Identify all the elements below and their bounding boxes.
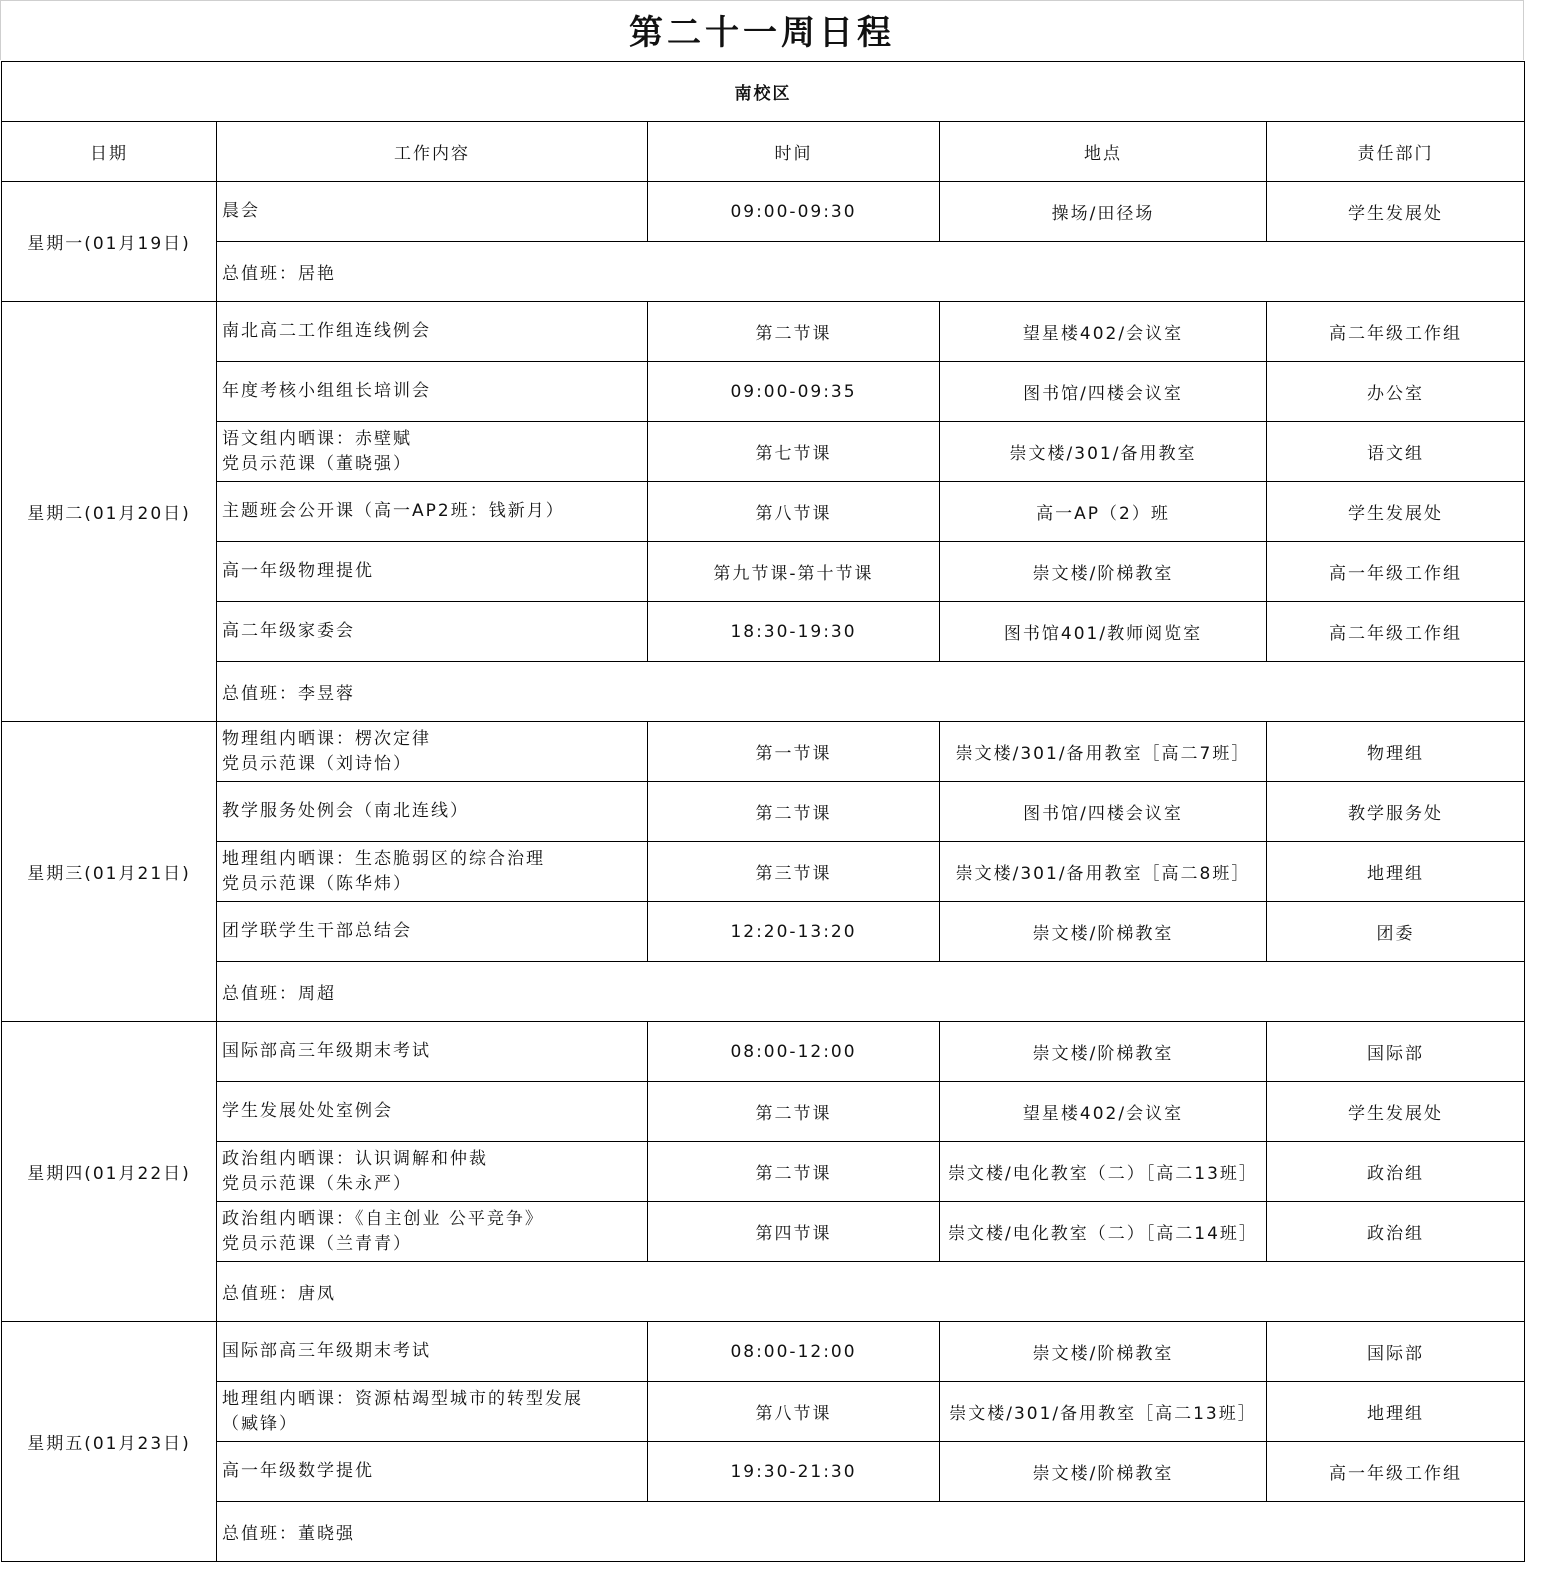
time-cell: 第二节课 [648,302,940,362]
time-cell: 第二节课 [648,1082,940,1142]
content-cell [217,782,648,842]
dept-cell: 学生发展处 [1267,482,1525,542]
date-cell: 星期五(01月23日) [2,1322,217,1562]
time-cell: 09:00-09:30 [648,182,940,242]
date-cell: 星期二(01月20日) [2,302,217,722]
time-cell: 第四节课 [648,1202,940,1262]
header-dept: 责任部门 [1267,122,1525,182]
place-cell: 崇文楼/301/备用教室［高二8班］ [940,842,1267,902]
duty-officer: 总值班：李昱蓉 [217,662,1525,722]
table-row [2,1382,1525,1442]
content-cell [217,1082,648,1142]
content-line: 政治组内晒课：认识调解和仲裁 [222,1148,488,1169]
content-line: （臧锋） [222,1413,298,1434]
schedule-body [2,62,1525,1562]
table-row [2,1142,1525,1202]
content-line: 教学服务处例会（南北连线） [222,801,469,821]
duty-officer: 总值班：董晓强 [217,1502,1525,1562]
content-line: 地理组内晒课：生态脆弱区的综合治理 [222,848,545,869]
date-cell: 星期一(01月19日) [2,182,217,302]
place-cell: 图书馆401/教师阅览室 [940,602,1267,662]
time-cell: 第七节课 [648,422,940,482]
place-cell: 崇文楼/301/备用教室 [940,422,1267,482]
page-title: 第二十一周日程 [0,0,1524,60]
place-cell: 崇文楼/阶梯教室 [940,1022,1267,1082]
content-line: 晨会 [222,201,260,221]
dept-cell: 政治组 [1267,1142,1525,1202]
time-cell: 第一节课 [648,722,940,782]
time-cell: 第九节课-第十节课 [648,542,940,602]
time-cell: 第八节课 [648,482,940,542]
place-cell: 崇文楼/301/备用教室［高二7班］ [940,722,1267,782]
content-cell [217,302,648,362]
content-cell [217,1382,648,1442]
table-row [2,1022,1525,1082]
content-line: 主题班会公开课（高一AP2班：钱新月） [222,501,565,521]
dept-cell: 办公室 [1267,362,1525,422]
content-cell [217,542,648,602]
time-cell: 09:00-09:35 [648,362,940,422]
content-cell [217,182,648,242]
table-row [2,842,1525,902]
dept-cell: 团委 [1267,902,1525,962]
content-cell [217,1442,648,1502]
duty-row [2,1502,1525,1562]
content-cell [217,422,648,482]
place-cell: 高一AP（2）班 [940,482,1267,542]
content-line: 学生发展处处室例会 [222,1101,393,1121]
table-row [2,902,1525,962]
dept-cell: 语文组 [1267,422,1525,482]
time-cell: 第三节课 [648,842,940,902]
content-line: 地理组内晒课：资源枯竭型城市的转型发展 [222,1388,583,1409]
content-line: 团学联学生干部总结会 [222,921,412,941]
date-cell: 星期四(01月22日) [2,1022,217,1322]
time-cell: 第八节课 [648,1382,940,1442]
place-cell: 崇文楼/电化教室（二）［高二13班］ [940,1142,1267,1202]
content-line: 国际部高三年级期末考试 [222,1341,431,1361]
content-line: 高二年级家委会 [222,621,355,641]
table-row [2,422,1525,482]
place-cell: 图书馆/四楼会议室 [940,782,1267,842]
content-line: 南北高二工作组连线例会 [222,321,431,341]
content-cell [217,722,648,782]
header-place: 地点 [940,122,1267,182]
time-cell: 12:20-13:20 [648,902,940,962]
place-cell: 操场/田径场 [940,182,1267,242]
table-row [2,1082,1525,1142]
dept-cell: 国际部 [1267,1322,1525,1382]
duty-row [2,662,1525,722]
dept-cell: 教学服务处 [1267,782,1525,842]
table-row [2,1202,1525,1262]
duty-row [2,242,1525,302]
content-cell [217,1022,648,1082]
table-row [2,722,1525,782]
table-row [2,782,1525,842]
content-line: 党员示范课（董晓强） [222,453,412,474]
place-cell: 崇文楼/阶梯教室 [940,1322,1267,1382]
dept-cell: 高二年级工作组 [1267,302,1525,362]
table-row [2,1442,1525,1502]
content-cell [217,842,648,902]
dept-cell: 学生发展处 [1267,1082,1525,1142]
dept-cell: 地理组 [1267,1382,1525,1442]
dept-cell: 国际部 [1267,1022,1525,1082]
place-cell: 望星楼402/会议室 [940,1082,1267,1142]
table-row [2,482,1525,542]
duty-row [2,962,1525,1022]
place-cell: 崇文楼/阶梯教室 [940,902,1267,962]
place-cell: 望星楼402/会议室 [940,302,1267,362]
header-date: 日期 [2,122,217,182]
dept-cell: 高二年级工作组 [1267,602,1525,662]
dept-cell: 地理组 [1267,842,1525,902]
table-row [2,362,1525,422]
content-cell [217,1322,648,1382]
content-line: 年度考核小组组长培训会 [222,381,431,401]
content-line: 语文组内晒课：赤壁赋 [222,428,412,449]
content-line: 党员示范课（陈华炜） [222,873,412,894]
content-line: 党员示范课（兰青青） [222,1233,412,1254]
table-row [2,302,1525,362]
campus-row [2,62,1525,122]
table-row [2,1322,1525,1382]
content-line: 党员示范课（刘诗怡） [222,753,412,774]
content-cell [217,1202,648,1262]
place-cell: 图书馆/四楼会议室 [940,362,1267,422]
content-cell [217,602,648,662]
place-cell: 崇文楼/阶梯教室 [940,542,1267,602]
dept-cell: 政治组 [1267,1202,1525,1262]
time-cell: 第二节课 [648,1142,940,1202]
campus-label: 南校区 [2,62,1525,122]
time-cell: 19:30-21:30 [648,1442,940,1502]
table-row [2,602,1525,662]
duty-officer: 总值班：居艳 [217,242,1525,302]
dept-cell: 高一年级工作组 [1267,542,1525,602]
duty-officer: 总值班：唐凤 [217,1262,1525,1322]
time-cell: 08:00-12:00 [648,1022,940,1082]
duty-row [2,1262,1525,1322]
header-time: 时间 [648,122,940,182]
content-line: 政治组内晒课：《自主创业 公平竞争》 [222,1208,544,1229]
content-line: 物理组内晒课：楞次定律 [222,728,431,749]
time-cell: 18:30-19:30 [648,602,940,662]
content-cell [217,1142,648,1202]
dept-cell: 学生发展处 [1267,182,1525,242]
header-content: 工作内容 [217,122,648,182]
place-cell: 崇文楼/电化教室（二）［高二14班］ [940,1202,1267,1262]
content-line: 党员示范课（朱永严） [222,1173,412,1194]
content-line: 国际部高三年级期末考试 [222,1041,431,1061]
content-line: 高一年级物理提优 [222,561,374,581]
content-line: 高一年级数学提优 [222,1461,374,1481]
schedule-table [1,61,1525,1562]
duty-officer: 总值班：周超 [217,962,1525,1022]
table-row [2,542,1525,602]
table-row [2,182,1525,242]
place-cell: 崇文楼/301/备用教室［高二13班］ [940,1382,1267,1442]
content-cell [217,482,648,542]
time-cell: 第二节课 [648,782,940,842]
dept-cell: 高一年级工作组 [1267,1442,1525,1502]
header-row [2,122,1525,182]
time-cell: 08:00-12:00 [648,1322,940,1382]
content-cell [217,902,648,962]
content-cell [217,362,648,422]
dept-cell: 物理组 [1267,722,1525,782]
place-cell: 崇文楼/阶梯教室 [940,1442,1267,1502]
date-cell: 星期三(01月21日) [2,722,217,1022]
